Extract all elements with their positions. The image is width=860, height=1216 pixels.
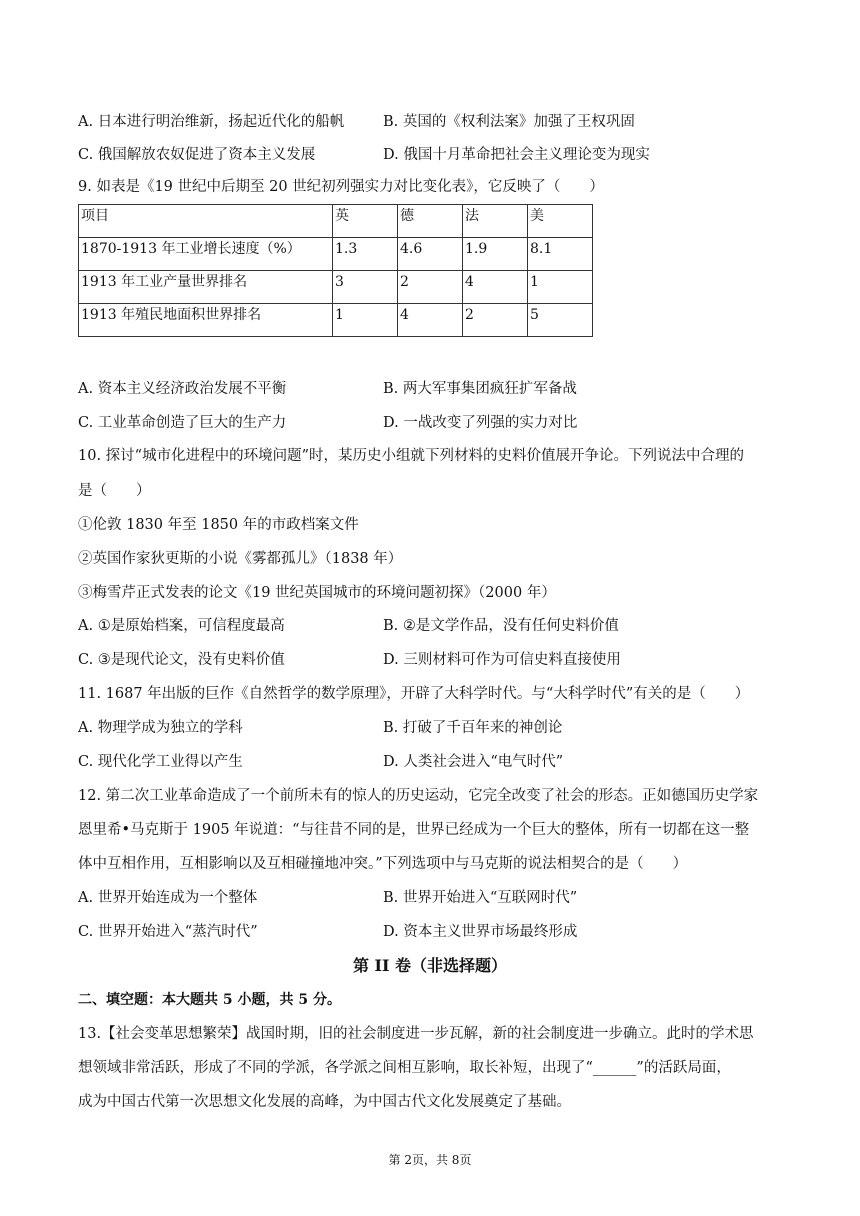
q11-option-c: C. 现代化学工业得以产生: [78, 754, 243, 770]
q8-option-d: D. 俄国十月革命把社会主义理论变为现实: [383, 147, 650, 163]
strength-comparison-table: [78, 204, 593, 337]
table-header-cell: 美: [528, 205, 593, 238]
q10-stem-line-1: 10. 探讨“城市化进程中的环境问题”时，某历史小组就下列材料的史料价值展开争论。下列说法中合理的: [78, 448, 744, 464]
table-row: [79, 238, 593, 271]
table-header-cell: 德: [398, 205, 463, 238]
q10-material-2: ②英国作家狄更斯的小说《雾都孤儿》（1838 年）: [78, 551, 403, 567]
q12-option-b: B. 世界开始进入“互联网时代”: [383, 890, 578, 906]
q12-option-c: C. 世界开始进入“蒸汽时代”: [78, 924, 258, 940]
q11-option-a: A. 物理学成为独立的学科: [78, 720, 243, 736]
q11-option-b: B. 打破了千百年来的神创论: [383, 720, 563, 736]
table-cell: 4: [463, 271, 528, 304]
q13-line-1: 13.【社会变革思想繁荣】战国时期，旧的社会制度进一步瓦解，新的社会制度进一步确立。此时的学术思: [78, 1026, 754, 1042]
table-cell: 1913 年殖民地面积世界排名: [79, 304, 333, 337]
q12-stem-line-2: 恩里希•马克斯于 1905 年说道：“与往昔不同的是，世界已经成为一个巨大的整体，所有一切都在这一整: [78, 822, 750, 838]
q9-stem: 9. 如表是《19 世纪中后期至 20 世纪初列强实力对比变化表》，它反映了（ ）: [78, 179, 604, 195]
q12-option-d: D. 资本主义世界市场最终形成: [383, 924, 578, 940]
table-header-cell: 项目: [79, 205, 333, 238]
q8-option-c: C. 俄国解放农奴促进了资本主义发展: [78, 147, 316, 163]
table-cell: 1870-1913 年工业增长速度（%）: [79, 238, 333, 271]
page-footer: 第 2页，共 8页: [388, 1153, 472, 1167]
q10-option-a: A. ①是原始档案，可信程度最高: [78, 618, 285, 634]
table-row: [79, 304, 593, 337]
q10-option-b: B. ②是文学作品，没有任何史料价值: [383, 618, 619, 634]
table-cell: 2: [463, 304, 528, 337]
table-header-cell: 英: [333, 205, 398, 238]
q13-line-2: 想领域非常活跃，形成了不同的学派，各学派之间相互影响，取长补短，出现了“______”的活跃局面，: [78, 1060, 731, 1076]
table-cell: 4.6: [398, 238, 463, 271]
table-cell: 1: [528, 271, 593, 304]
q12-option-a: A. 世界开始连成为一个整体: [78, 890, 258, 906]
q9-option-a: A. 资本主义经济政治发展不平衡: [78, 381, 287, 397]
q12-stem-line-3: 体中互相作用，互相影响以及互相碰撞地冲突。”下列选项中与马克斯的说法相契合的是（ ）: [78, 856, 688, 872]
q10-stem-line-2: 是（ ）: [78, 483, 151, 499]
part-two-heading: 二、填空题：本大题共 5 小题，共 5 分。: [78, 992, 341, 1008]
table-cell: 2: [398, 271, 463, 304]
table-cell: 5: [528, 304, 593, 337]
section-title: 第 II 卷（非选择题）: [352, 956, 508, 975]
table-cell: 1.3: [333, 238, 398, 271]
q9-option-d: D. 一战改变了列强的实力对比: [383, 415, 578, 431]
q9-option-c: C. 工业革命创造了巨大的生产力: [78, 415, 287, 431]
q8-option-a: A. 日本进行明治维新，扬起近代化的船帆: [78, 114, 345, 130]
q12-stem-line-1: 12. 第二次工业革命造成了一个前所未有的惊人的历史运动，它完全改变了社会的形态。正如德国历史学家: [78, 788, 759, 804]
q13-line-3: 成为中国古代第一次思想文化发展的高峰，为中国古代文化发展奠定了基础。: [78, 1094, 571, 1110]
table-cell: 1913 年工业产量世界排名: [79, 271, 333, 304]
table-cell: 1.9: [463, 238, 528, 271]
table-cell: 4: [398, 304, 463, 337]
q10-material-1: ①伦敦 1830 年至 1850 年的市政档案文件: [78, 517, 359, 533]
table-row: [79, 271, 593, 304]
table-header-cell: 法: [463, 205, 528, 238]
q11-option-d: D. 人类社会进入“电气时代”: [383, 754, 564, 770]
q8-option-b: B. 英国的《权利法案》加强了王权巩固: [383, 114, 635, 130]
q10-material-3: ③梅雪芹正式发表的论文《19 世纪英国城市的环境问题初探》（2000 年）: [78, 585, 556, 601]
table-header-row: [79, 205, 593, 238]
table-cell: 1: [333, 304, 398, 337]
q9-option-b: B. 两大军事集团疯狂扩军备战: [383, 381, 577, 397]
table-cell: 8.1: [528, 238, 593, 271]
q10-option-d: D. 三则材料可作为可信史料直接使用: [383, 652, 621, 668]
q11-stem: 11. 1687 年出版的巨作《自然哲学的数学原理》，开辟了大科学时代。与“大科学时代”有关的是（ ）: [78, 686, 750, 702]
q10-option-c: C. ③是现代论文，没有史料价值: [78, 652, 285, 668]
table-cell: 3: [333, 271, 398, 304]
